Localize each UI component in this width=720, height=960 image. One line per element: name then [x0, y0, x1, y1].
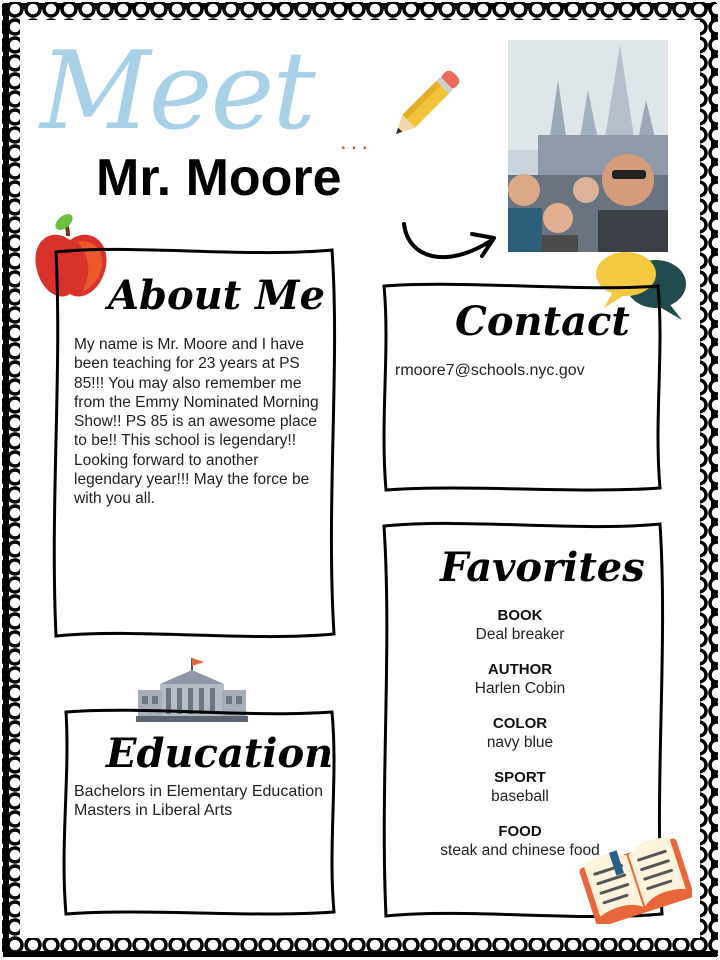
- education-title: Education: [106, 730, 334, 777]
- contact-title: Contact: [455, 298, 630, 345]
- favorite-value: Harlen Cobin: [474, 680, 566, 697]
- favorites-title: Favorites: [440, 544, 645, 591]
- education-degree: Bachelors in Elementary Education: [74, 783, 324, 800]
- favorite-value: steak and chinese food: [440, 842, 600, 859]
- meet-heading: Meet: [40, 29, 314, 154]
- open-book-icon: [578, 832, 692, 924]
- favorite-sport: [392, 768, 648, 806]
- favorite-label: COLOR: [492, 715, 548, 732]
- heading-dots: ...: [340, 128, 373, 155]
- favorite-value: navy blue: [486, 734, 554, 751]
- favorite-label: FOOD: [498, 823, 542, 840]
- teacher-photo: [508, 40, 668, 252]
- favorite-value: baseball: [491, 788, 549, 805]
- favorite-book: [392, 606, 648, 644]
- favorite-color: [392, 714, 648, 752]
- education-degree: Masters in Liberal Arts: [74, 802, 233, 819]
- teacher-name: Mr. Moore: [96, 149, 342, 207]
- favorite-value: Deal breaker: [475, 626, 565, 643]
- about-title: About Me: [108, 272, 325, 319]
- arrow-icon: [396, 218, 500, 278]
- contact-email: rmoore7@schools.nyc.gov: [395, 362, 585, 379]
- favorite-label: BOOK: [497, 607, 543, 624]
- favorite-author: [392, 660, 648, 698]
- favorite-label: SPORT: [494, 769, 546, 786]
- education-details: [74, 782, 324, 820]
- pencil-icon: [380, 60, 470, 150]
- about-text: My name is Mr. Moore and I have been teaching for 23 years at PS 85!!! You may also remember me from the Emmy Nominated Morning Show!! PS 85 is an awesome place to be!! This school is legendary!! Looking forward to another legendary year!!! May the force be with you all.: [74, 336, 319, 508]
- favorite-label: AUTHOR: [487, 661, 553, 678]
